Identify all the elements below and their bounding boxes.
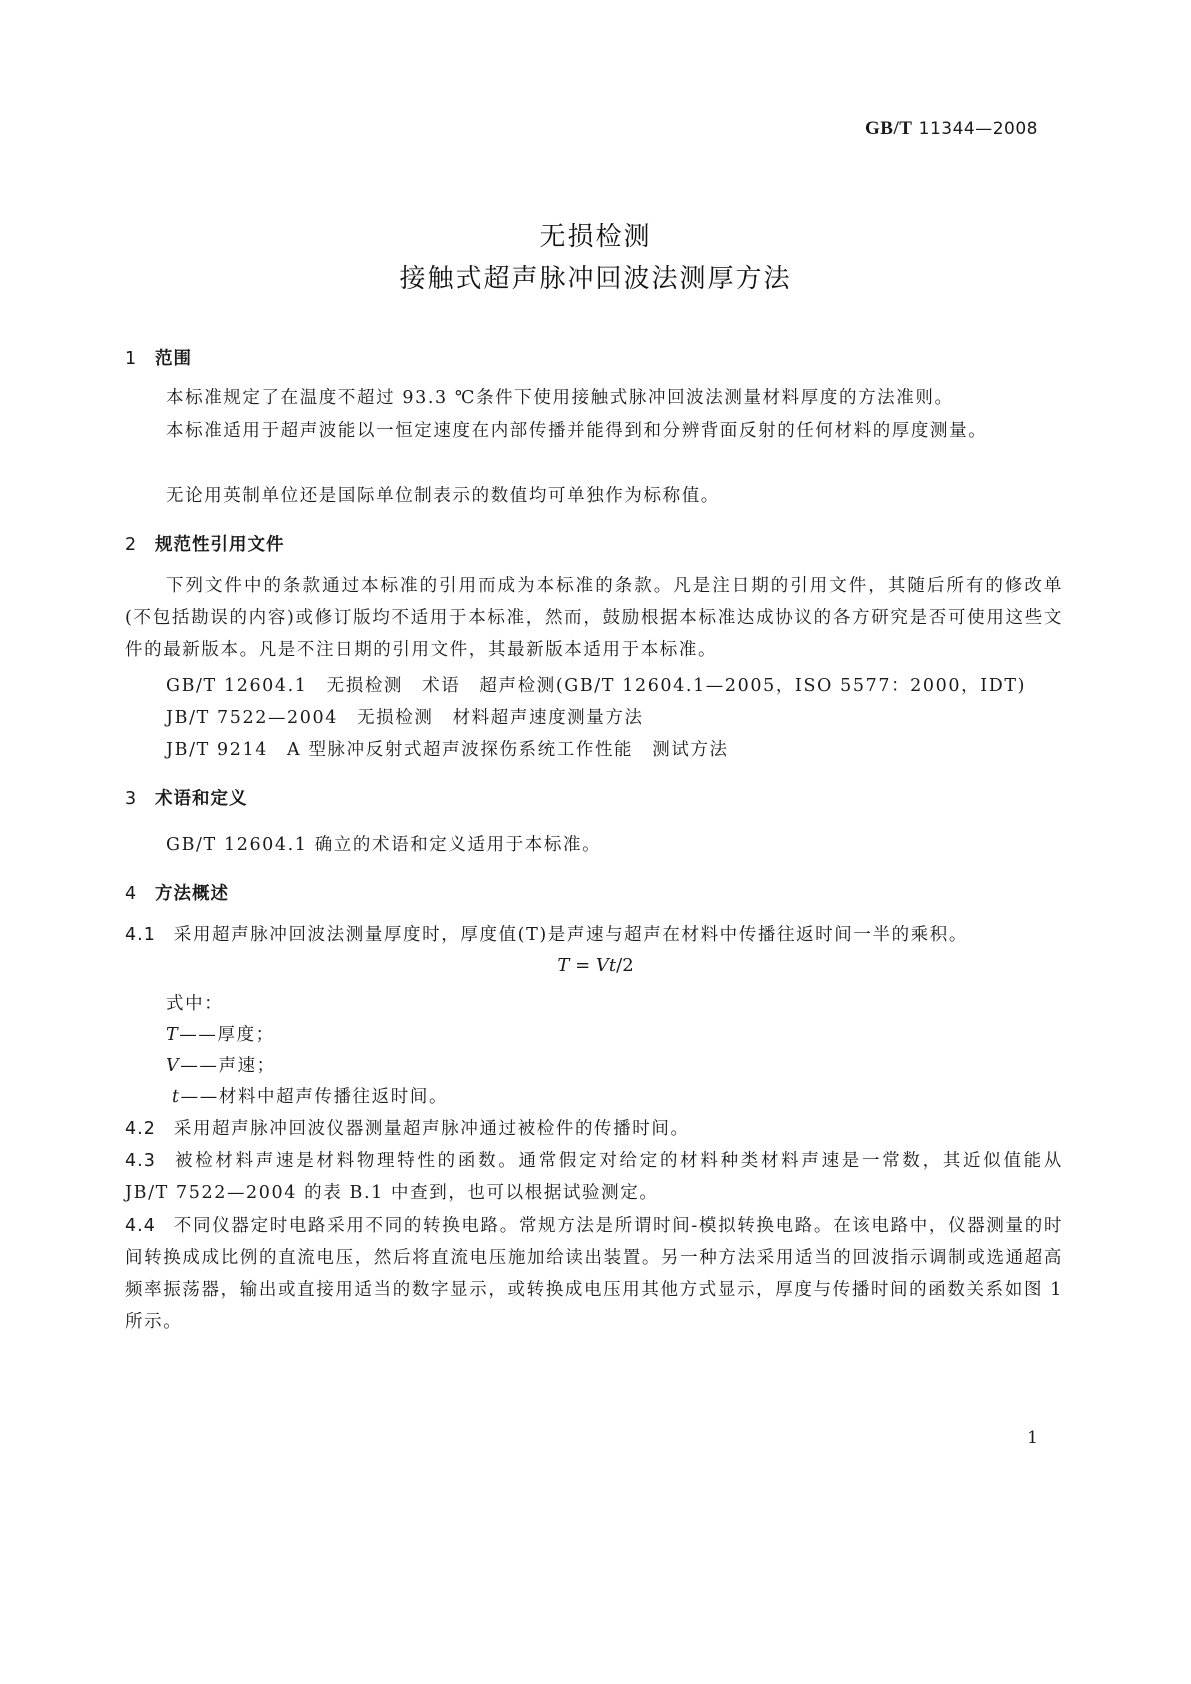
definition-symbol: T — [166, 1025, 180, 1045]
document-code-number: 11344—2008 — [918, 119, 1038, 139]
section-3-paragraph-1: GB/T 12604.1 确立的术语和定义适用于本标准。 — [166, 835, 602, 855]
clause-4-4-text: 不同仪器定时电路采用不同的转换电路。常规方法是所谓时间-模拟转换电路。在该电路中，仪器测量的时间转换成成比例的直流电压，然后将直流电压施加给读出装置。另一种方法采用适当的回波指示调制或选通超高频率振荡器，输出或直接用适当的数字显示，或转换成电压用其他方式显示，厚度与传播时间的函数关系如图 1 所示。 — [125, 1216, 1063, 1332]
clause-4-2-number: 4.2 — [125, 1119, 156, 1139]
clause-4-3 — [125, 1145, 1063, 1209]
section-2-heading — [125, 531, 285, 556]
section-1-number: 1 — [125, 349, 138, 369]
clause-4-1 — [125, 919, 1063, 951]
definition-text: ——材料中超声传播往返时间。 — [180, 1087, 449, 1107]
clause-4-4-number: 4.4 — [125, 1216, 156, 1236]
definition-text: ——厚度； — [179, 1025, 275, 1045]
section-3-heading — [125, 785, 248, 810]
definition-symbol: t — [172, 1087, 181, 1107]
section-4-number: 4 — [125, 884, 138, 904]
definition-symbol: V — [166, 1056, 181, 1076]
section-3-title: 术语和定义 — [155, 789, 248, 809]
section-4-heading — [125, 880, 229, 905]
section-1-paragraph-2: 本标准适用于超声波能以一恒定速度在内部传播并能得到和分辨背面反射的任何材料的厚度测量。 — [166, 421, 988, 441]
section-2-number: 2 — [125, 535, 138, 555]
document-code-prefix: GB/T — [865, 118, 913, 139]
section-1-heading — [125, 345, 192, 370]
section-2-title: 规范性引用文件 — [155, 535, 285, 555]
title-line-1: 无损检测 — [539, 222, 652, 252]
formula-equals: = — [569, 955, 596, 976]
reference-item: JB/T 7522—2004 无损检测 材料超声速度测量方法 — [166, 708, 644, 728]
formula-lhs: T — [557, 955, 570, 976]
reference-item: GB/T 12604.1 无损检测 术语 超声检测(GB/T 12604.1—2005，ISO 5577：2000，IDT) — [166, 676, 1027, 696]
formula-definition — [166, 1052, 276, 1077]
section-3-number: 3 — [125, 789, 138, 809]
clause-4-4 — [125, 1210, 1063, 1338]
section-4-title: 方法概述 — [155, 884, 229, 904]
formula-rest: /2 — [616, 955, 634, 976]
section-2-paragraph-1: 下列文件中的条款通过本标准的引用而成为本标准的条款。凡是注日期的引用文件，其随后所有的修改单(不包括勘误的内容)或修订版均不适用于本标准，然而，鼓励根据本标准达成协议的各方研究是否可使用这些文件的最新版本。凡是不注日期的引用文件，其最新版本适用于本标准。 — [125, 576, 1063, 660]
document-code — [865, 118, 1038, 140]
clause-4-3-number: 4.3 — [125, 1151, 156, 1171]
formula-where-label: 式中： — [166, 994, 224, 1014]
section-1-title: 范围 — [155, 349, 192, 369]
definition-text: ——声速； — [180, 1056, 276, 1076]
section-1-paragraph-1: 本标准规定了在温度不超过 93.3 ℃条件下使用接触式脉冲回波法测量材料厚度的方法准则。 — [166, 388, 954, 408]
clause-4-2-text: 采用超声脉冲回波仪器测量超声脉冲通过被检件的传播时间。 — [173, 1119, 690, 1139]
page-number: 1 — [1027, 1428, 1038, 1448]
clause-4-2 — [125, 1113, 1063, 1145]
clause-4-1-text: 采用超声脉冲回波法测量厚度时，厚度值(T)是声速与超声在材料中传播往返时间一半的乘积。 — [173, 925, 968, 945]
formula-definition — [172, 1083, 448, 1108]
clause-4-3-text: 被检材料声速是材料物理特性的函数。通常假定对给定的材料种类材料声速是一常数，其近似值能从 JB/T 7522—2004 的表 B.1 中查到，也可以根据试验测定。 — [125, 1151, 1063, 1203]
formula-definition — [166, 1021, 275, 1046]
section-1-paragraph-3: 无论用英制单位还是国际单位制表示的数值均可单独作为标称值。 — [166, 486, 720, 506]
title-line-2: 接触式超声脉冲回波法测厚方法 — [399, 264, 792, 294]
formula-vt: Vt — [595, 955, 617, 976]
reference-item: JB/T 9214 A 型脉冲反射式超声波探伤系统工作性能 测试方法 — [166, 740, 729, 760]
clause-4-1-number: 4.1 — [125, 925, 156, 945]
thickness-formula — [0, 955, 1191, 976]
